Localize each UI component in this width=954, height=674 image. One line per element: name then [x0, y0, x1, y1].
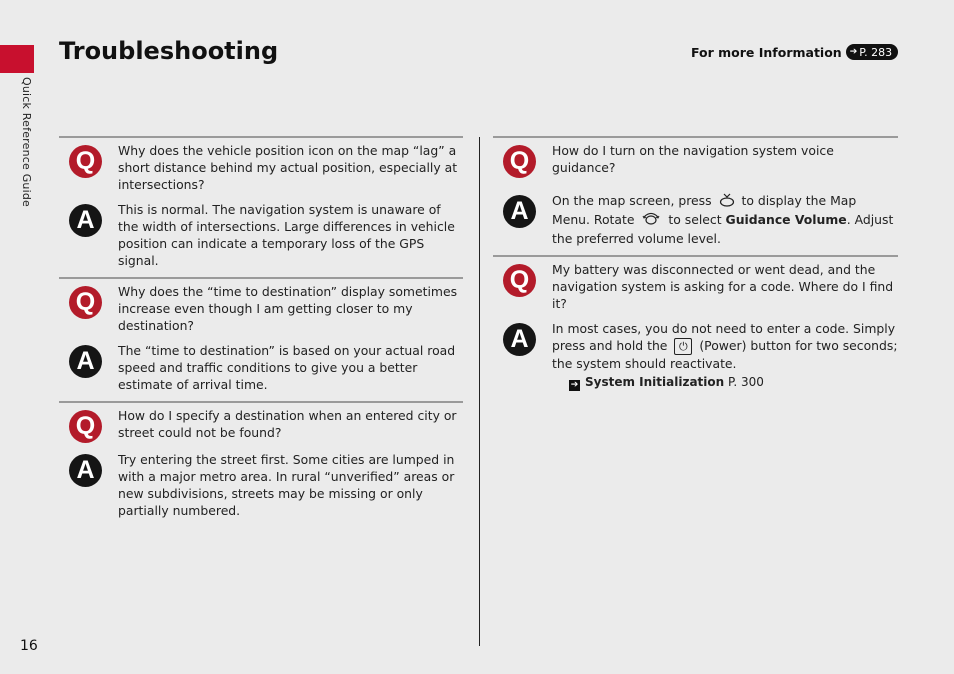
section-tab-label: Quick Reference Guide — [20, 77, 33, 207]
answer-text — [552, 192, 898, 247]
question-badge-icon: Q — [69, 410, 102, 443]
xref-page: P. 300 — [728, 375, 764, 389]
right-column — [493, 136, 898, 399]
answer-text-part: In most cases, you do not need to enter a code. Simply press and hold the — [552, 321, 896, 353]
interface-dial-icon — [641, 211, 661, 230]
answer-badge-icon: A — [503, 195, 536, 228]
answer-row — [59, 451, 463, 519]
question-badge-icon: Q — [503, 264, 536, 297]
answer-badge-icon: A — [69, 204, 102, 237]
answer-row — [493, 192, 898, 247]
map-menu-button-icon — [719, 192, 735, 211]
qa-block — [493, 255, 898, 399]
question-badge-icon: Q — [503, 145, 536, 178]
page-number: 16 — [20, 638, 38, 654]
answer-text-part: to display the Map Menu. Rotate — [552, 193, 857, 227]
column-divider — [479, 137, 480, 646]
answer-badge-icon: A — [69, 454, 102, 487]
question-text: Why does the vehicle position icon on the map “lag” a short distance behind my actual position, especially at intersections? — [118, 143, 458, 192]
answer-badge-icon: A — [503, 323, 536, 356]
answer-text-part: On the map screen, press — [552, 193, 712, 208]
answer-row — [59, 201, 463, 269]
power-icon: ⏻ — [674, 338, 692, 355]
left-column — [59, 136, 463, 527]
answer-text-part: . Adjust the preferred volume level. — [552, 212, 894, 246]
answer-text-part: (Power) button for two seconds; the system should reactivate. — [552, 338, 898, 371]
question-row — [59, 142, 463, 193]
question-text: How do I specify a destination when an entered city or street could not be found? — [118, 408, 457, 440]
question-badge-icon: Q — [69, 286, 102, 319]
page-reference-pill[interactable] — [846, 44, 898, 60]
qa-block — [59, 136, 463, 277]
answer-text-part: to select — [668, 212, 722, 227]
question-row — [59, 283, 463, 334]
question-text: Why does the “time to destination” display sometimes increase even though I am getting closer to my destination? — [118, 284, 458, 333]
answer-text: This is normal. The navigation system is unaware of the width of intersections. Large differences in vehicle position can indicate a temporary loss of the GPS signal. — [118, 202, 455, 268]
question-badge-icon: Q — [69, 145, 102, 178]
answer-text: The “time to destination” is based on your actual road speed and traffic conditions to give you a better estimate of arrival time. — [118, 343, 456, 392]
question-row — [493, 261, 898, 312]
answer-badge-icon: A — [69, 345, 102, 378]
answer-text — [552, 320, 898, 391]
qa-block — [59, 401, 463, 527]
qa-block — [59, 277, 463, 401]
page-title: Troubleshooting — [59, 37, 279, 65]
xref-arrow-icon: ➔ — [570, 380, 579, 390]
more-info-label: For more Information — [691, 44, 842, 60]
section-tab-marker — [0, 45, 34, 73]
question-row — [59, 407, 463, 443]
answer-row — [59, 342, 463, 393]
answer-row — [493, 320, 898, 391]
question-text: How do I turn on the navigation system voice guidance? — [552, 143, 834, 175]
page-reference: P. 283 — [859, 45, 893, 59]
qa-block — [493, 136, 898, 255]
answer-text: Try entering the street first. Some cities are lumped in with a major metro area. In rural “unverified” areas or new subdivisions, streets may be missing or only partially numbered. — [118, 452, 455, 518]
xref-title: System Initialization — [585, 375, 725, 389]
question-text: My battery was disconnected or went dead, and the navigation system is asking for a code. Where do I find it? — [552, 262, 894, 311]
question-row — [493, 142, 898, 178]
cross-reference-link[interactable] — [569, 374, 898, 391]
arrow-right-icon: ➔ — [849, 47, 858, 57]
menu-option-name: Guidance Volume — [725, 212, 847, 227]
more-info-link[interactable] — [691, 44, 898, 60]
